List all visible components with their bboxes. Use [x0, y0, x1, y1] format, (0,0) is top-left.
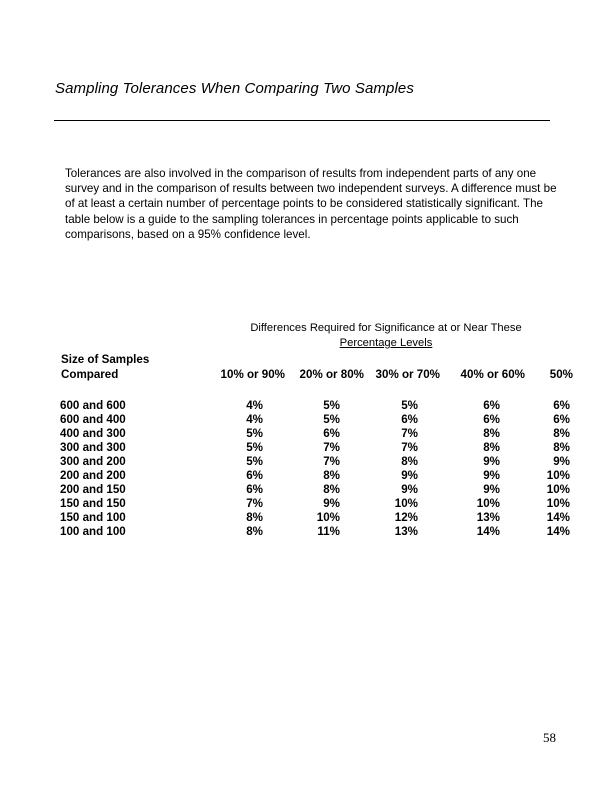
tolerance-value: 8% [483, 441, 500, 454]
tolerance-value: 6% [246, 469, 263, 482]
table-row [60, 399, 570, 413]
table-row [60, 441, 570, 455]
sample-size-label: 300 and 300 [60, 441, 126, 454]
tolerance-value: 6% [323, 427, 340, 440]
tolerance-value: 8% [553, 441, 570, 454]
sample-size-label: 200 and 150 [60, 483, 126, 496]
tolerance-value: 5% [323, 399, 340, 412]
table-row [60, 497, 570, 511]
page-number: 58 [543, 730, 556, 745]
sample-size-label: 300 and 200 [60, 455, 126, 468]
tolerance-value: 5% [246, 427, 263, 440]
tolerance-value: 7% [323, 441, 340, 454]
tolerance-value: 6% [553, 413, 570, 426]
tolerance-value: 14% [476, 525, 500, 538]
caption-line-2: Percentage Levels [339, 337, 433, 349]
column-header: 40% or 60% [460, 368, 525, 381]
column-header: 20% or 80% [299, 368, 364, 381]
sample-size-label: 150 and 150 [60, 497, 126, 510]
tolerance-value: 4% [246, 413, 263, 426]
tolerance-value: 10% [316, 511, 340, 524]
sample-size-label: 600 and 400 [60, 413, 126, 426]
intro-paragraph: Tolerances are also involved in the comparison of results from independent parts of any one survey and in the comparison of results between two independent surveys. A difference must be of at least a certain number of percentage points to be considered statistically significant. The table below is a guide to the sampling tolerances in percentage points applicable to such comparisons, based on a 95% confidence level. [65, 167, 557, 241]
tolerance-value: 11% [317, 525, 340, 538]
tolerance-value: 9% [483, 469, 500, 482]
size-header-line-2: Compared [61, 368, 119, 381]
tolerance-value: 8% [401, 455, 418, 468]
tolerance-value: 9% [483, 483, 500, 496]
page-title: Sampling Tolerances When Comparing Two Samples [55, 80, 414, 97]
tolerance-value: 8% [483, 427, 500, 440]
tolerance-value: 4% [246, 399, 263, 412]
table-row [60, 483, 570, 497]
tolerance-value: 10% [546, 469, 570, 482]
tolerance-value: 7% [323, 455, 340, 468]
table-row [60, 469, 570, 483]
tolerance-value: 10% [546, 497, 570, 510]
tolerance-value: 10% [546, 483, 570, 496]
tolerance-value: 5% [246, 441, 263, 454]
sample-size-label: 600 and 600 [60, 399, 126, 412]
tolerance-value: 9% [401, 483, 418, 496]
tolerance-value: 6% [246, 483, 263, 496]
title-divider [54, 120, 550, 121]
column-header: 30% or 70% [375, 368, 440, 381]
tolerance-value: 6% [401, 413, 418, 426]
tolerance-value: 7% [401, 441, 418, 454]
tolerance-value: 5% [323, 413, 340, 426]
tolerance-value: 8% [323, 469, 340, 482]
table-row [60, 511, 570, 525]
tolerance-value: 7% [246, 497, 263, 510]
tolerance-value: 8% [553, 427, 570, 440]
tolerance-value: 9% [483, 455, 500, 468]
size-header [61, 352, 149, 382]
table-body [60, 399, 570, 539]
tolerance-value: 6% [483, 399, 500, 412]
tolerance-value: 9% [553, 455, 570, 468]
tolerance-value: 9% [323, 497, 340, 510]
sample-size-label: 400 and 300 [60, 427, 126, 440]
tolerance-value: 12% [394, 511, 418, 524]
column-header: 10% or 90% [220, 368, 285, 381]
tolerance-value: 9% [401, 469, 418, 482]
tolerance-value: 14% [546, 525, 570, 538]
tolerance-value: 6% [553, 399, 570, 412]
tolerance-value: 8% [246, 525, 263, 538]
tolerance-table [60, 352, 573, 538]
tolerance-value: 10% [394, 497, 418, 510]
table-header [60, 352, 573, 398]
caption-line-1: Differences Required for Significance at or Near These [250, 322, 522, 334]
size-header-line-1: Size of Samples [61, 353, 150, 366]
table-row [60, 455, 570, 469]
tolerance-value: 7% [401, 427, 418, 440]
tolerance-value: 8% [246, 511, 263, 524]
tolerance-value: 6% [483, 413, 500, 426]
table-row [60, 413, 570, 427]
column-header: 50% [549, 368, 573, 381]
tolerance-value: 14% [546, 511, 570, 524]
tolerance-value: 5% [246, 455, 263, 468]
sample-size-label: 150 and 100 [60, 511, 126, 524]
tolerance-value: 13% [476, 511, 500, 524]
sample-size-label: 100 and 100 [60, 525, 126, 538]
tolerance-value: 10% [476, 497, 500, 510]
sample-size-label: 200 and 200 [60, 469, 126, 482]
table-row [60, 525, 570, 539]
tolerance-value: 13% [394, 525, 418, 538]
table-row [60, 427, 570, 441]
tolerance-value: 8% [323, 483, 340, 496]
table-caption [236, 321, 536, 351]
tolerance-value: 5% [401, 399, 418, 412]
